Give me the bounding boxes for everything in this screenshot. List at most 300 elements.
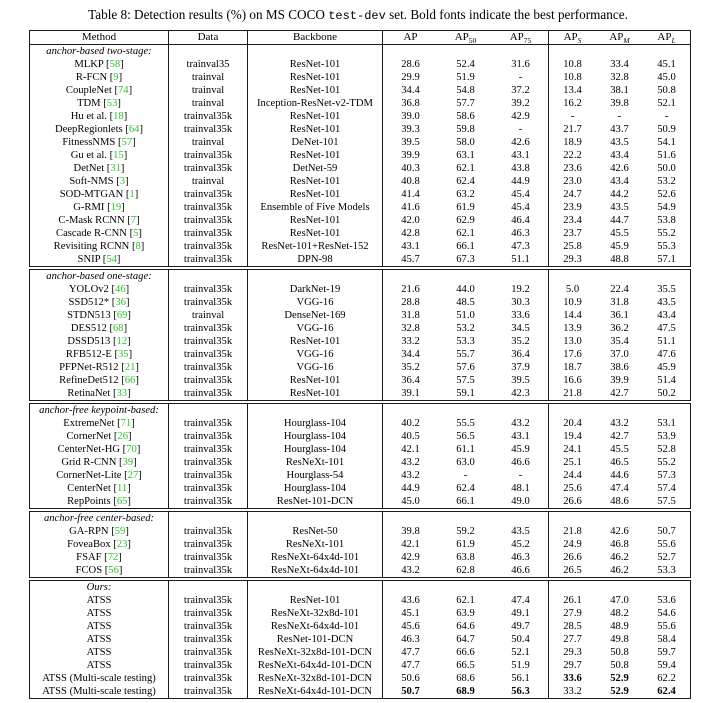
column-header-label: Data	[197, 31, 219, 43]
backbone-cell: ResNet-101	[248, 110, 383, 123]
metric-cell: 55.6	[657, 621, 676, 632]
metric-cell: 43.2	[610, 418, 629, 429]
metric-cell: 55.6	[657, 539, 676, 550]
citation-link[interactable]: 69	[116, 310, 128, 321]
method-cell: FitnessNMS [57]	[30, 136, 169, 149]
metric-cell: 45.9	[657, 362, 676, 373]
metric-cell: 44.0	[456, 284, 475, 295]
data-cell: trainval35k	[169, 296, 248, 309]
citation-link[interactable]: 71	[120, 418, 132, 429]
data-cell: trainval	[169, 97, 248, 110]
metric-cell: 52.4	[456, 59, 475, 70]
citation-link[interactable]: 33	[116, 388, 128, 399]
metric-cell: 34.4	[401, 85, 420, 96]
metric-cell: 33.2	[401, 336, 420, 347]
metric-cell: 48.2	[610, 608, 629, 619]
metric-cell: 41.4	[401, 189, 420, 200]
metric-cell: 38.1	[610, 85, 629, 96]
metric-cell: 37.9	[493, 361, 549, 374]
column-header-subscript: S	[577, 35, 582, 44]
empty-cell	[549, 270, 596, 283]
section-box-1	[29, 269, 691, 401]
table-row	[30, 417, 690, 430]
citation-link[interactable]: 15	[113, 150, 124, 161]
metric-cell: 47.3	[493, 240, 549, 253]
method-cell: FCOS [56]	[30, 564, 169, 577]
method-name: CoupleNet	[65, 85, 112, 96]
citation-link[interactable]: 53	[106, 98, 118, 109]
method-name: RetinaNet	[67, 388, 111, 399]
citation-link[interactable]: 39	[122, 457, 134, 468]
metric-cell: 42.1	[401, 539, 420, 550]
backbone-cell: Hourglass-104	[248, 417, 383, 430]
empty-cell	[596, 512, 643, 525]
metric-cell: 39.9	[610, 375, 629, 386]
citation-link[interactable]: 36	[115, 297, 126, 308]
metric-cell: 17.6	[563, 349, 582, 360]
metric-cell: 10.9	[563, 297, 582, 308]
method-cell: RetinaNet [33]	[30, 387, 169, 400]
table-row	[30, 296, 690, 309]
metric-cell: 43.6	[401, 595, 420, 606]
metric-cell: 41.6	[401, 202, 420, 213]
metric-cell: 42.8	[401, 228, 420, 239]
metric-cell: 39.0	[401, 111, 420, 122]
metric-cell: 10.8	[563, 72, 582, 83]
table-header-row	[30, 31, 690, 45]
table-row	[30, 469, 690, 482]
section-box-4	[29, 580, 691, 699]
metric-cell: 46.6	[493, 564, 549, 577]
metric-cell: 46.6	[493, 456, 549, 469]
metric-cell: 39.8	[610, 98, 629, 109]
data-cell: trainval35k	[169, 240, 248, 253]
method-cell: Cascade R-CNN [5]	[30, 227, 169, 240]
data-cell: trainval35k	[169, 188, 248, 201]
citation-link[interactable]: 74	[117, 85, 129, 96]
method-name: C-Mask RCNN	[58, 215, 125, 226]
backbone-cell: Hourglass-104	[248, 482, 383, 495]
table-row	[30, 240, 690, 253]
empty-cell	[438, 270, 493, 283]
metric-cell: 25.8	[563, 241, 582, 252]
backbone-cell: ResNet-101	[248, 227, 383, 240]
metric-cell: 28.6	[401, 59, 420, 70]
method-cell: RefineDet512 [66]	[30, 374, 169, 387]
metric-cell: 47.0	[610, 595, 629, 606]
metric-cell: 61.1	[456, 444, 475, 455]
citation-link[interactable]: 57	[121, 137, 133, 148]
data-cell: trainval35k	[169, 227, 248, 240]
metric-cell: 55.3	[657, 241, 676, 252]
backbone-cell: ResNet-101	[248, 374, 383, 387]
method-cell: PFPNet-R512 [21]	[30, 361, 169, 374]
empty-cell	[643, 45, 690, 58]
empty-cell	[248, 270, 383, 283]
citation-link[interactable]: 12	[116, 336, 128, 347]
citation-link[interactable]: 31	[110, 163, 121, 174]
metric-cell: 24.9	[563, 539, 582, 550]
metric-cell: 29.7	[563, 660, 582, 671]
metric-cell: 52.7	[657, 552, 676, 563]
metric-cell: 43.5	[493, 525, 549, 538]
citation-link[interactable]: 59	[114, 526, 126, 537]
metric-cell: 64.7	[456, 634, 475, 645]
metric-cell: 44.2	[610, 189, 629, 200]
metric-cell: 66.1	[456, 496, 475, 507]
metric-cell: 33.6	[493, 309, 549, 322]
data-cell: trainval35k	[169, 633, 248, 646]
section-label: anchor-based two-stage:	[30, 45, 169, 58]
metric-cell: 43.4	[610, 150, 629, 161]
citation-link[interactable]: 64	[128, 124, 140, 135]
table-row	[30, 607, 690, 620]
citation-link[interactable]: 68	[112, 323, 124, 334]
metric-cell: 51.9	[456, 72, 475, 83]
empty-cell	[383, 581, 438, 594]
metric-cell: 39.5	[401, 137, 420, 148]
metric-cell: 58.4	[657, 634, 676, 645]
citation-link[interactable]: 5	[133, 228, 139, 239]
metric-cell: 42.3	[493, 387, 549, 400]
empty-cell	[643, 270, 690, 283]
method-cell: STDN513 [69]	[30, 309, 169, 322]
column-header	[549, 31, 596, 44]
data-cell: trainval35k	[169, 417, 248, 430]
empty-cell	[383, 45, 438, 58]
metric-cell: 43.5	[657, 297, 676, 308]
backbone-cell: ResNet-101-DCN	[248, 495, 383, 508]
method-name: FitnessNMS	[62, 137, 116, 148]
metric-cell: 55.2	[657, 228, 676, 239]
data-cell: trainval35	[169, 58, 248, 71]
column-header-label: AP	[563, 31, 578, 43]
citation-link[interactable]: 54	[106, 254, 117, 265]
metric-cell: 59.8	[456, 124, 475, 135]
metric-cell: 24.7	[563, 189, 582, 200]
citation-link[interactable]: 18	[113, 111, 124, 122]
method-cell: C-Mask RCNN [7]	[30, 214, 169, 227]
metric-cell: 51.1	[493, 253, 549, 266]
citation-link[interactable]: 58	[109, 59, 121, 70]
metric-cell: 43.8	[493, 162, 549, 175]
metric-cell: 45.9	[610, 241, 629, 252]
data-cell: trainval35k	[169, 110, 248, 123]
data-cell: trainval35k	[169, 551, 248, 564]
table-row	[30, 430, 690, 443]
table-row	[30, 162, 690, 175]
method-name: ATSS	[86, 608, 112, 619]
citation-link[interactable]: 70	[126, 444, 137, 455]
metric-cell: 36.4	[493, 348, 549, 361]
metric-cell: 57.4	[657, 483, 676, 494]
metric-cell: 43.4	[610, 176, 629, 187]
method-name: SSD512*	[68, 297, 110, 308]
backbone-cell: VGG-16	[248, 348, 383, 361]
backbone-cell: ResNeXt-64x4d-101	[248, 564, 383, 577]
metric-cell: 57.3	[657, 470, 676, 481]
metric-cell: 62.2	[657, 673, 676, 684]
metric-cell: 42.1	[401, 444, 420, 455]
empty-cell	[169, 45, 248, 58]
backbone-cell: DetNet-59	[248, 162, 383, 175]
method-cell	[30, 659, 169, 672]
metric-cell: 62.4	[657, 686, 676, 697]
metric-cell: 61.9	[456, 202, 475, 213]
table-row	[30, 97, 690, 110]
metric-cell: 58.0	[456, 137, 475, 148]
method-name: Cascade R-CNN	[56, 228, 127, 239]
citation-link[interactable]: 46	[115, 284, 126, 295]
metric-cell: 50.8	[657, 85, 676, 96]
method-cell: Revisiting RCNN [8]	[30, 240, 169, 253]
method-name: DES512	[70, 323, 107, 334]
metric-cell: 10.8	[563, 59, 582, 70]
method-name: ATSS	[86, 595, 112, 606]
method-cell: CoupleNet [74]	[30, 84, 169, 97]
metric-cell: 39.3	[401, 124, 420, 135]
method-name: CenterNet-HG	[57, 444, 121, 455]
metric-cell: -	[617, 111, 622, 122]
table-row	[30, 201, 690, 214]
column-header	[438, 31, 493, 44]
metric-cell: 63.8	[456, 552, 475, 563]
citation-link[interactable]: 3	[119, 176, 126, 187]
metric-cell: 50.6	[401, 673, 420, 684]
column-header-label: Backbone	[293, 31, 337, 43]
metric-cell: 32.8	[401, 323, 420, 334]
backbone-cell: ResNet-101-DCN	[248, 633, 383, 646]
citation-link[interactable]: 23	[116, 539, 128, 550]
method-cell	[30, 646, 169, 659]
metric-cell: 58.6	[456, 111, 475, 122]
metric-cell: 25.6	[563, 483, 582, 494]
metric-cell: 43.2	[493, 417, 549, 430]
data-cell: trainval	[169, 175, 248, 188]
table-row	[30, 309, 690, 322]
data-cell: trainval35k	[169, 361, 248, 374]
method-name: ATSS	[86, 634, 112, 645]
backbone-cell: ResNeXt-64x4d-101	[248, 551, 383, 564]
citation-link[interactable]: 8	[135, 241, 141, 252]
empty-cell	[169, 581, 248, 594]
method-cell: CenterNet [11]	[30, 482, 169, 495]
metric-cell: 22.4	[610, 284, 629, 295]
metric-cell: 26.6	[563, 552, 582, 563]
citation-link[interactable]: 65	[116, 496, 128, 507]
method-name: YOLOv2	[68, 284, 109, 295]
data-cell: trainval35k	[169, 201, 248, 214]
citation-link[interactable]: 72	[107, 552, 119, 563]
section-label-row	[30, 270, 690, 283]
metric-cell: 51.1	[657, 336, 676, 347]
citation-link[interactable]: 11	[117, 483, 128, 494]
data-cell: trainval35k	[169, 646, 248, 659]
metric-cell: 36.4	[401, 375, 420, 386]
metric-cell: 52.9	[610, 686, 629, 697]
metric-cell: 49.8	[610, 634, 629, 645]
column-header	[169, 31, 248, 44]
backbone-cell: VGG-16	[248, 322, 383, 335]
method-cell: ExtremeNet [71]	[30, 417, 169, 430]
metric-cell: 40.8	[401, 176, 420, 187]
metric-cell: 57.5	[456, 375, 475, 386]
metric-cell: 55.7	[456, 349, 475, 360]
method-name: TDM	[77, 98, 101, 109]
metric-cell: 45.5	[610, 228, 629, 239]
metric-cell: 34.4	[401, 349, 420, 360]
method-name: DeepRegionlets	[55, 124, 123, 135]
metric-cell: 53.9	[657, 431, 676, 442]
metric-cell: -	[493, 123, 549, 136]
data-cell: trainval35k	[169, 456, 248, 469]
column-header	[30, 31, 169, 44]
citation-link[interactable]: 35	[117, 349, 129, 360]
citation-link[interactable]: 21	[124, 362, 136, 373]
metric-cell: 45.9	[493, 443, 549, 456]
metric-cell: 43.1	[401, 241, 420, 252]
table-row	[30, 672, 690, 685]
table-row	[30, 633, 690, 646]
metric-cell: 50.8	[610, 647, 629, 658]
metric-cell: 47.7	[401, 647, 420, 658]
metric-cell: 45.0	[657, 72, 676, 83]
data-cell: trainval35k	[169, 283, 248, 296]
section-box-3	[29, 511, 691, 578]
metric-cell: 56.5	[456, 431, 475, 442]
caption-prefix: Table 8: Detection results (%) on MS COCO	[88, 7, 329, 22]
metric-cell: 30.3	[493, 296, 549, 309]
table-row	[30, 149, 690, 162]
empty-cell	[438, 45, 493, 58]
column-header-subscript: 50	[468, 35, 477, 44]
section-label: anchor-free center-based:	[30, 512, 169, 525]
method-name: R-FCN	[75, 72, 108, 83]
metric-cell: 43.1	[493, 149, 549, 162]
metric-cell: 39.9	[401, 150, 420, 161]
citation-link[interactable]: 19	[110, 202, 122, 213]
metric-cell: 45.1	[657, 59, 676, 70]
metric-cell: 43.2	[401, 457, 420, 468]
metric-cell: 24.4	[563, 470, 582, 481]
metric-cell: 62.1	[456, 595, 475, 606]
metric-cell: 49.1	[493, 607, 549, 620]
metric-cell: 54.1	[657, 137, 676, 148]
citation-link[interactable]: 66	[124, 375, 136, 386]
metric-cell: 33.6	[563, 673, 582, 684]
citation-link[interactable]: 26	[117, 431, 128, 442]
empty-cell	[549, 404, 596, 417]
method-cell: G-RMI [19]	[30, 201, 169, 214]
table-row	[30, 348, 690, 361]
backbone-cell: Hourglass-54	[248, 469, 383, 482]
metric-cell: 63.2	[456, 189, 475, 200]
citation-link[interactable]: 9	[113, 72, 119, 83]
empty-cell	[383, 404, 438, 417]
citation-link[interactable]: 1	[129, 189, 135, 200]
metric-cell: 23.4	[563, 215, 582, 226]
data-cell: trainval35k	[169, 214, 248, 227]
metric-cell: 28.5	[563, 621, 582, 632]
metric-cell: 37.0	[610, 349, 629, 360]
citation-link[interactable]: 56	[108, 565, 119, 576]
method-name: PFPNet-R512	[59, 362, 119, 373]
backbone-cell: ResNet-101	[248, 387, 383, 400]
metric-cell: 59.2	[456, 526, 475, 537]
citation-link[interactable]: 7	[130, 215, 137, 226]
metric-cell: 50.7	[657, 526, 676, 537]
method-name: ATSS (Multi-scale testing)	[42, 686, 156, 697]
metric-cell: 21.8	[563, 388, 582, 399]
backbone-cell: ResNeXt-101	[248, 456, 383, 469]
table-row	[30, 84, 690, 97]
backbone-cell: DenseNet-169	[248, 309, 383, 322]
column-header-label: AP	[609, 31, 624, 43]
method-name: RFB512-E	[65, 349, 112, 360]
empty-cell	[549, 45, 596, 58]
metric-cell: 49.0	[493, 495, 549, 508]
table-row	[30, 482, 690, 495]
metric-cell: 39.8	[401, 526, 420, 537]
column-header	[493, 31, 549, 44]
backbone-cell: ResNet-101	[248, 58, 383, 71]
method-name: ATSS	[86, 621, 112, 632]
metric-cell: 51.4	[657, 375, 676, 386]
metric-cell: 66.1	[456, 241, 475, 252]
method-cell: CenterNet-HG [70]	[30, 443, 169, 456]
method-name: MLKP	[74, 59, 104, 70]
metric-cell: 27.9	[563, 608, 582, 619]
empty-cell	[169, 270, 248, 283]
section-label: anchor-based one-stage:	[30, 270, 169, 283]
section-label: Ours:	[30, 581, 169, 594]
method-cell: DeepRegionlets [64]	[30, 123, 169, 136]
empty-cell	[248, 512, 383, 525]
method-cell: Grid R-CNN [39]	[30, 456, 169, 469]
empty-cell	[549, 581, 596, 594]
metric-cell: 36.8	[401, 98, 420, 109]
method-name: SOD-MTGAN	[59, 189, 124, 200]
backbone-cell: Hourglass-104	[248, 430, 383, 443]
data-cell: trainval35k	[169, 495, 248, 508]
metric-cell: 31.8	[401, 310, 420, 321]
empty-cell	[643, 512, 690, 525]
metric-cell: 33.4	[610, 59, 629, 70]
metric-cell: 66.5	[456, 660, 475, 671]
metric-cell: 46.2	[610, 552, 629, 563]
table-row	[30, 175, 690, 188]
metric-cell: 50.9	[657, 124, 676, 135]
section-label: anchor-free keypoint-based:	[30, 404, 169, 417]
table-row	[30, 495, 690, 508]
method-cell	[30, 607, 169, 620]
method-cell	[30, 633, 169, 646]
column-header-label: AP	[657, 31, 672, 43]
metric-cell: 46.3	[401, 634, 420, 645]
metric-cell: 35.2	[401, 362, 420, 373]
metric-cell: 47.5	[657, 323, 676, 334]
citation-link[interactable]: 27	[127, 470, 139, 481]
metric-cell: 25.1	[563, 457, 582, 468]
column-header	[643, 31, 690, 44]
method-name: DetNet	[73, 163, 105, 174]
data-cell: trainval35k	[169, 538, 248, 551]
method-name: ATSS (Multi-scale testing)	[42, 673, 156, 684]
data-cell: trainval35k	[169, 672, 248, 685]
data-cell: trainval	[169, 136, 248, 149]
table-row	[30, 214, 690, 227]
metric-cell: 53.1	[657, 418, 676, 429]
